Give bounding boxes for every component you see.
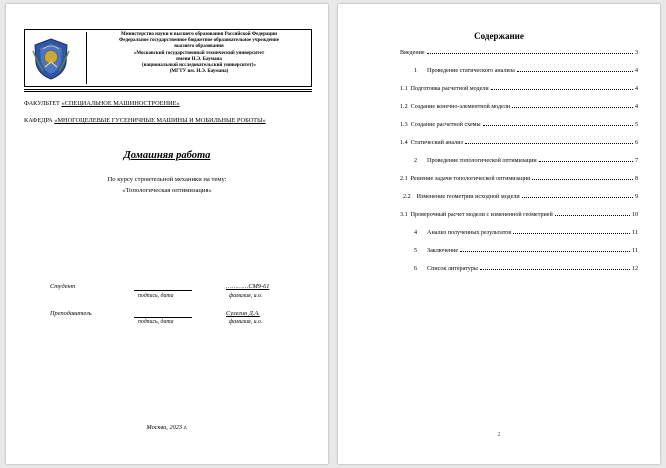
toc-page: 11 — [632, 230, 638, 236]
toc-number: 2.2 — [403, 194, 411, 200]
toc-label: Введение — [400, 50, 425, 56]
toc-entry[interactable] — [400, 155, 638, 164]
header-line: (национальный исследовательский университет)» — [142, 63, 256, 69]
toc-leader — [512, 101, 633, 108]
toc-leader — [427, 47, 633, 54]
contents-title: Содержание — [474, 31, 524, 41]
university-header — [24, 29, 312, 87]
toc-label: Создание расчетной схемы — [410, 122, 481, 128]
header-rule — [24, 91, 312, 92]
toc-label: Проведение топологической оптимизации — [427, 158, 537, 164]
city-year: Москва, 2023 г. — [146, 424, 188, 431]
student-surname-caption: фамилия, и.о. — [229, 293, 263, 299]
toc-number: 6 — [414, 266, 418, 272]
header-rule — [24, 89, 312, 90]
department-value: «МНОГОЦЕЛЕВЫЕ ГУСЕНИЧНЫЕ МАШИНЫ И МОБИЛЬНЫЕ РОБОТЫ» — [54, 117, 266, 124]
toc-number: 2 — [414, 158, 418, 164]
header-line: (МГТУ им. Н.Э. Баумана) — [169, 69, 229, 75]
toc-entry[interactable] — [400, 227, 638, 236]
toc-entry[interactable] — [400, 119, 638, 128]
teacher-name: Сулегин Д.А. — [226, 310, 260, 317]
header-line: имени Н.Э. Баумана — [176, 56, 222, 62]
toc-number: 1.1 — [400, 86, 408, 92]
toc-leader — [513, 227, 630, 234]
toc-page: 6 — [634, 140, 638, 146]
department-label: КАФЕДРА — [24, 117, 53, 124]
toc-label: Список литературы — [427, 266, 478, 272]
toc-label: Подготовка расчетной модели — [410, 86, 489, 92]
toc-label: Заключение — [427, 248, 459, 254]
toc-label: Создание конечно-элементной модели — [410, 104, 511, 110]
toc-page: 4 — [634, 68, 638, 74]
toc-number: 1 — [414, 68, 418, 74]
header-line: Министерство науки и высшего образования Российской Федерации — [120, 32, 278, 37]
toc-number: 1.2 — [400, 104, 408, 110]
toc-entry[interactable] — [400, 47, 638, 56]
document-title: Домашняя работа — [123, 150, 211, 161]
toc-page: 12 — [631, 266, 638, 272]
toc-entry[interactable] — [400, 101, 638, 110]
page-number: 2 — [497, 431, 501, 438]
toc-entry[interactable] — [400, 191, 638, 200]
faculty-value: «СПЕЦИАЛЬНОЕ МАШИНОСТРОЕНИЕ» — [61, 100, 180, 107]
toc-leader — [539, 155, 633, 162]
toc-leader — [465, 137, 633, 144]
toc-page: 10 — [631, 212, 638, 218]
header-line: Федеральное государственное бюджетное образовательное учреждение — [119, 38, 279, 44]
toc-entry[interactable] — [400, 173, 638, 182]
toc-leader — [483, 119, 633, 126]
toc-page: 3 — [634, 50, 638, 56]
student-signature-line — [134, 290, 192, 291]
faculty-line — [24, 100, 180, 107]
toc-leader — [491, 83, 633, 90]
toc-leader — [532, 173, 633, 180]
toc-entry[interactable] — [400, 83, 638, 92]
toc-page: 11 — [632, 248, 638, 254]
toc-number: 4 — [414, 230, 418, 236]
toc-leader — [460, 245, 630, 252]
toc-entry[interactable] — [400, 65, 638, 74]
student-sign-caption: подпись, дата — [138, 293, 174, 299]
topic-line: «Топологическая оптимизация» — [122, 187, 212, 194]
contents-page — [338, 4, 660, 464]
toc-page: 5 — [634, 122, 638, 128]
toc-label: Анализ полученных результатов — [427, 230, 512, 236]
toc-page: 4 — [634, 86, 638, 92]
toc-label: Проведение статического анализа — [427, 68, 515, 74]
toc-leader — [517, 65, 633, 72]
toc-leader — [522, 191, 633, 198]
student-role: Студент — [50, 283, 76, 290]
teacher-signature-line — [134, 317, 192, 318]
course-line: По курсу строительной механики на тему: — [107, 176, 227, 183]
department-line — [24, 117, 266, 124]
toc-page: 4 — [634, 104, 638, 110]
toc-number: 5 — [414, 248, 418, 254]
toc-leader — [555, 209, 630, 216]
header-line: высшего образования — [174, 44, 224, 50]
header-line: «Московский государственный технический университет — [133, 50, 265, 56]
toc-label: Статический анализ — [410, 140, 463, 146]
toc-number: 1.4 — [400, 140, 408, 146]
title-page — [6, 4, 328, 464]
student-group: …………СМ9-61 — [226, 283, 270, 290]
toc-page: 8 — [634, 176, 638, 182]
header-divider — [86, 32, 87, 84]
teacher-surname-caption: фамилия, и.о. — [229, 319, 263, 325]
toc-label: Изменение геометрии исходной модели — [416, 194, 520, 200]
teacher-sign-caption: подпись, дата — [138, 319, 174, 325]
university-emblem-icon — [31, 37, 71, 81]
toc-number: 3.1 — [400, 212, 408, 218]
header-text — [89, 32, 309, 75]
toc-leader — [480, 263, 630, 270]
toc-page: 7 — [634, 158, 638, 164]
toc-entry[interactable] — [400, 245, 638, 254]
toc-page: 9 — [634, 194, 638, 200]
faculty-label: ФАКУЛЬТЕТ — [24, 100, 60, 107]
teacher-role: Преподаватель — [50, 310, 92, 317]
toc-number: 2.1 — [400, 176, 408, 182]
toc-entry[interactable] — [400, 137, 638, 146]
toc-entry[interactable] — [400, 263, 638, 272]
toc-label: Проверочный расчет модели с измененной геометрией — [410, 212, 553, 218]
toc-number: 1.3 — [400, 122, 408, 128]
toc-entry[interactable] — [400, 209, 638, 218]
toc-label: Решение задачи топологической оптимизации — [410, 176, 531, 182]
